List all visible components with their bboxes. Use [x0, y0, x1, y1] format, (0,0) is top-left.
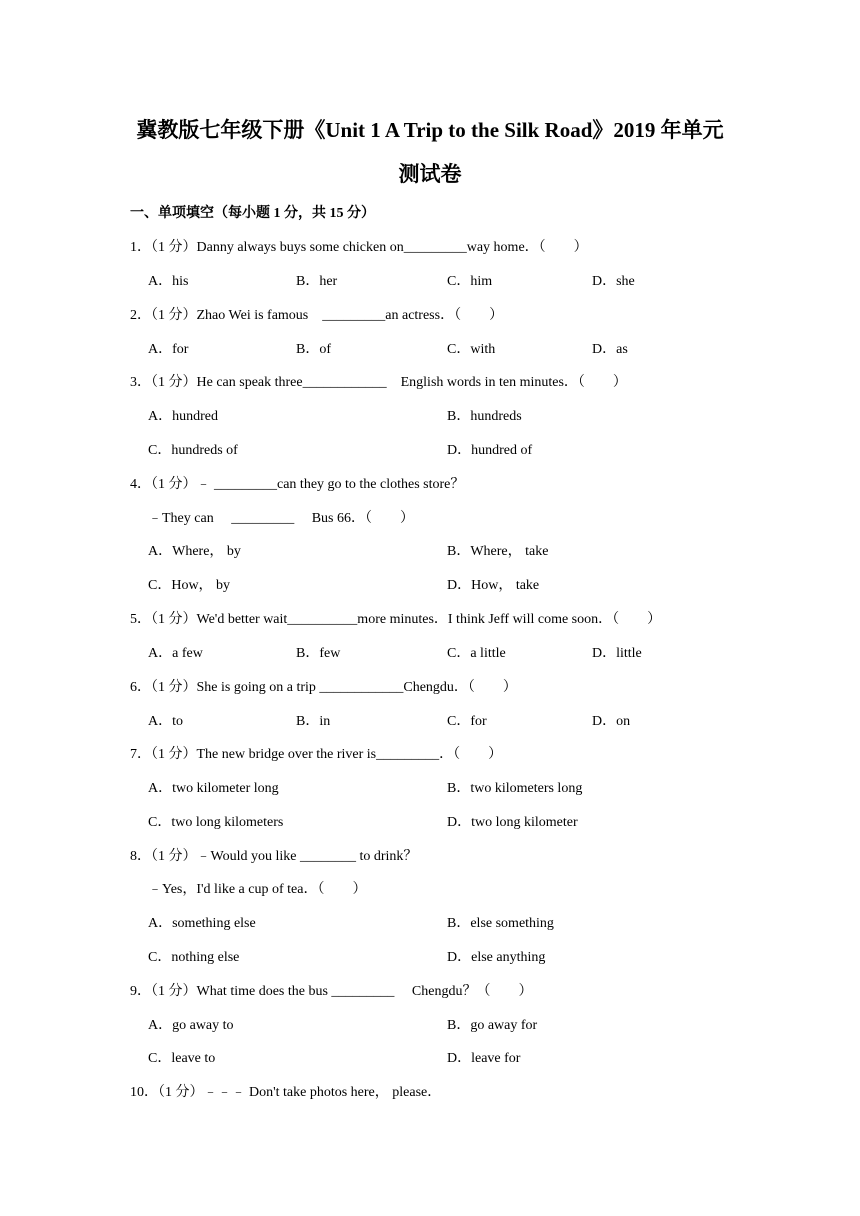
question-5-option-a[interactable]: A．a few — [148, 646, 203, 661]
question-1-option-a[interactable]: A．his — [148, 274, 189, 289]
question-10-stem: 10．（1 分）﹣﹣﹣ Don't take photos here， please． — [130, 1085, 442, 1100]
question-8-option-d[interactable]: D．else anything — [447, 950, 546, 965]
question-2-option-b[interactable]: B．of — [296, 342, 331, 357]
question-5-option-c[interactable]: C．a little — [447, 646, 506, 661]
question-9-option-a[interactable]: A．go away to — [148, 1018, 234, 1033]
question-4-option-a[interactable]: A．Where， by — [148, 544, 241, 559]
question-3-option-b[interactable]: B．hundreds — [447, 409, 522, 424]
question-6-option-a[interactable]: A．to — [148, 714, 183, 729]
question-7-stem: 7．（1 分）The new bridge over the river is_________．（ ） — [130, 747, 503, 762]
question-4-option-b[interactable]: B．Where， take — [447, 544, 549, 559]
question-7-option-a[interactable]: A．two kilometer long — [148, 781, 279, 796]
question-1-option-b[interactable]: B．her — [296, 274, 338, 289]
question-9-option-c[interactable]: C．leave to — [148, 1051, 216, 1066]
question-3-option-d[interactable]: D．hundred of — [447, 443, 533, 458]
question-4-stem: 4．（1 分）﹣ _________can they go to the clothes store？ — [130, 477, 465, 492]
question-8-response: ﹣Yes，I'd like a cup of tea．（ ） — [148, 882, 367, 897]
question-1-option-c[interactable]: C．him — [447, 274, 493, 289]
question-1-stem: 1．（1 分）Danny always buys some chicken on_________way home．（ ） — [130, 240, 588, 255]
page-title-line-1: 冀教版七年级下册《Unit 1 A Trip to the Silk Road》2019 年单元 — [136, 118, 724, 142]
question-9-option-d[interactable]: D．leave for — [447, 1051, 521, 1066]
question-4-option-c[interactable]: C．How， by — [148, 578, 231, 593]
question-9-stem: 9．（1 分）What time does the bus _________ Chengdu？（ ） — [130, 984, 533, 999]
question-8-option-c[interactable]: C．nothing else — [148, 950, 240, 965]
question-6-option-b[interactable]: B．in — [296, 714, 331, 729]
question-2-stem: 2．（1 分）Zhao Wei is famous _________an actress．（ ） — [130, 308, 504, 323]
question-2-option-c[interactable]: C．with — [447, 342, 496, 357]
question-7-option-b[interactable]: B．two kilometers long — [447, 781, 583, 796]
question-2-option-a[interactable]: A．for — [148, 342, 189, 357]
question-8-option-a[interactable]: A．something else — [148, 916, 256, 931]
question-6-option-c[interactable]: C．for — [447, 714, 487, 729]
question-4-option-d[interactable]: D．How， take — [447, 578, 540, 593]
page-title-line-2: 测试卷 — [398, 162, 462, 186]
question-3-option-a[interactable]: A．hundred — [148, 409, 218, 424]
question-8-option-b[interactable]: B．else something — [447, 916, 554, 931]
question-7-option-c[interactable]: C．two long kilometers — [148, 815, 284, 830]
question-6-stem: 6．（1 分）She is going on a trip ____________Chengdu．（ ） — [130, 680, 517, 695]
question-8-stem: 8．（1 分）﹣Would you like ________ to drink？ — [130, 849, 418, 864]
question-9-option-b[interactable]: B．go away for — [447, 1018, 538, 1033]
question-1-option-d[interactable]: D．she — [592, 274, 635, 289]
section-heading: 一、单项填空（每小题 1 分，共 15 分） — [130, 206, 375, 221]
question-5-stem: 5．（1 分）We'd better wait__________more minutes．I think Jeff will come soon．（ ） — [130, 612, 662, 627]
question-2-option-d[interactable]: D．as — [592, 342, 628, 357]
question-4-response: ﹣They can _________ Bus 66．（ ） — [148, 511, 414, 526]
question-7-option-d[interactable]: D．two long kilometer — [447, 815, 578, 830]
question-5-option-b[interactable]: B．few — [296, 646, 341, 661]
question-6-option-d[interactable]: D．on — [592, 714, 631, 729]
question-5-option-d[interactable]: D．little — [592, 646, 642, 661]
question-3-option-c[interactable]: C．hundreds of — [148, 443, 238, 458]
question-3-stem: 3．（1 分）He can speak three____________ English words in ten minutes．（ ） — [130, 375, 627, 390]
